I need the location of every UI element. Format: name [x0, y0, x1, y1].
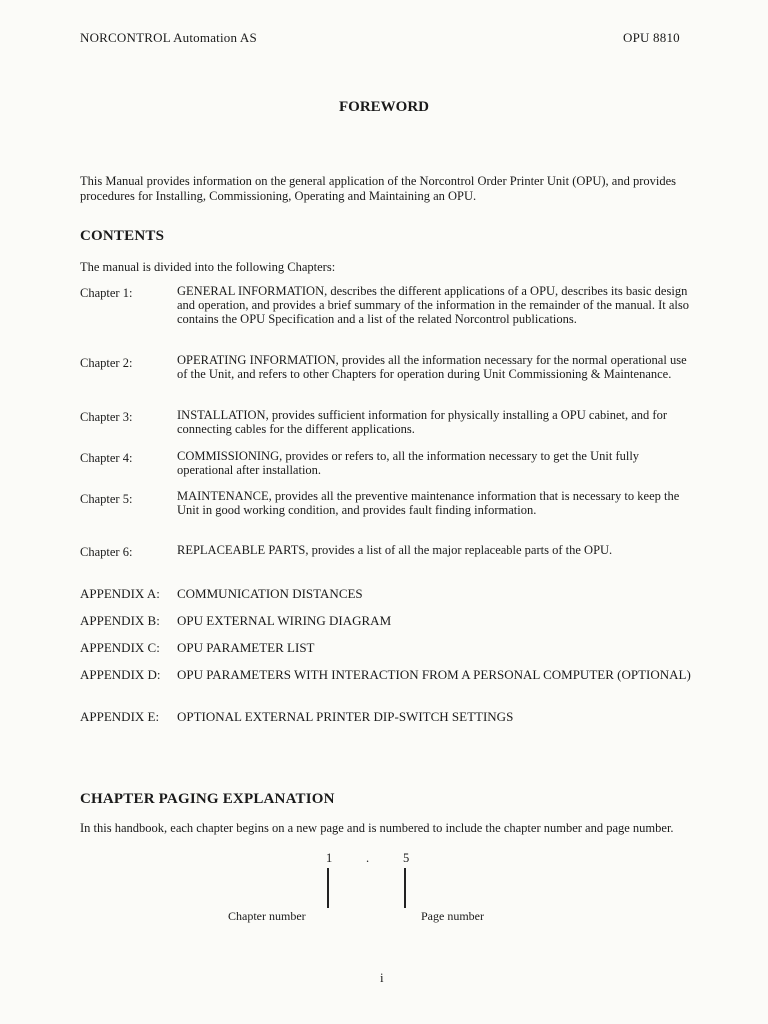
contents-lead: The manual is divided into the following Chapters:: [80, 260, 336, 274]
page-title: FOREWORD: [339, 99, 429, 115]
page-number-label: Page number: [421, 909, 484, 923]
page-pointer-line: [404, 868, 406, 908]
chapter-number-label: Chapter number: [228, 909, 306, 923]
appendix-label: APPENDIX C:: [80, 640, 160, 655]
chapter-digit: 1: [326, 851, 333, 865]
appendix-title: OPU PARAMETERS WITH INTERACTION FROM A PERSONAL COMPUTER (OPTIONAL): [177, 667, 691, 682]
chapter-label: Chapter 1:: [80, 286, 133, 300]
header-company: NORCONTROL Automation AS: [80, 30, 257, 45]
appendix-label: APPENDIX E:: [80, 709, 160, 724]
paging-paragraph: In this handbook, each chapter begins on a new page and is numbered to include the chapter number and page number.: [80, 821, 674, 835]
appendix-title: OPU PARAMETER LIST: [177, 640, 315, 655]
chapter-description: REPLACEABLE PARTS, provides a list of all the major replaceable parts of the OPU.: [177, 543, 613, 557]
intro-paragraph: This Manual provides information on the general application of the Norcontrol Order Printer Unit (OPU), and provides procedures for Installing, Commissioning, Operating and Maintaining an OPU.: [80, 174, 677, 203]
page-number: i: [380, 970, 384, 985]
header-doc-id: OPU 8810: [623, 30, 680, 45]
separator-dot: .: [366, 851, 370, 865]
chapter-label: Chapter 5:: [80, 492, 133, 506]
chapter-description: GENERAL INFORMATION, describes the different applications of a OPU, describes its basic design and operation, and provides a brief summary of the information in the remainder of the manual. It also contains the OPU Specification and a list of the related Norcontrol publications.: [177, 284, 689, 326]
appendix-title: COMMUNICATION DISTANCES: [177, 586, 363, 601]
chapter-label: Chapter 6:: [80, 545, 133, 559]
appendix-label: APPENDIX B:: [80, 613, 160, 628]
appendix-title: OPU EXTERNAL WIRING DIAGRAM: [177, 613, 392, 628]
chapter-label: Chapter 3:: [80, 410, 133, 424]
chapter-description: INSTALLATION, provides sufficient information for physically installing a OPU cabinet, and for connecting cables for the different applications.: [177, 408, 667, 436]
paging-heading: CHAPTER PAGING EXPLANATION: [80, 791, 335, 807]
contents-heading: CONTENTS: [80, 228, 165, 244]
appendix-label: APPENDIX A:: [80, 586, 160, 601]
appendix-label: APPENDIX D:: [80, 667, 161, 682]
page-digit: 5: [403, 851, 410, 865]
chapter-pointer-line: [327, 868, 329, 908]
chapter-label: Chapter 4:: [80, 451, 133, 465]
appendix-title: OPTIONAL EXTERNAL PRINTER DIP-SWITCH SETTINGS: [177, 709, 514, 724]
chapter-label: Chapter 2:: [80, 356, 133, 370]
chapter-description: OPERATING INFORMATION, provides all the information necessary for the normal operational use of the Unit, and refers to other Chapters for operation during Unit Commissioning & Maintenance.: [177, 353, 687, 381]
chapter-description: COMMISSIONING, provides or refers to, all the information necessary to get the Unit fully operational after installation.: [177, 449, 640, 477]
chapter-description: MAINTENANCE, provides all the preventive maintenance information that is necessary to keep the Unit in good working condition, and provides fault finding information.: [177, 489, 680, 517]
